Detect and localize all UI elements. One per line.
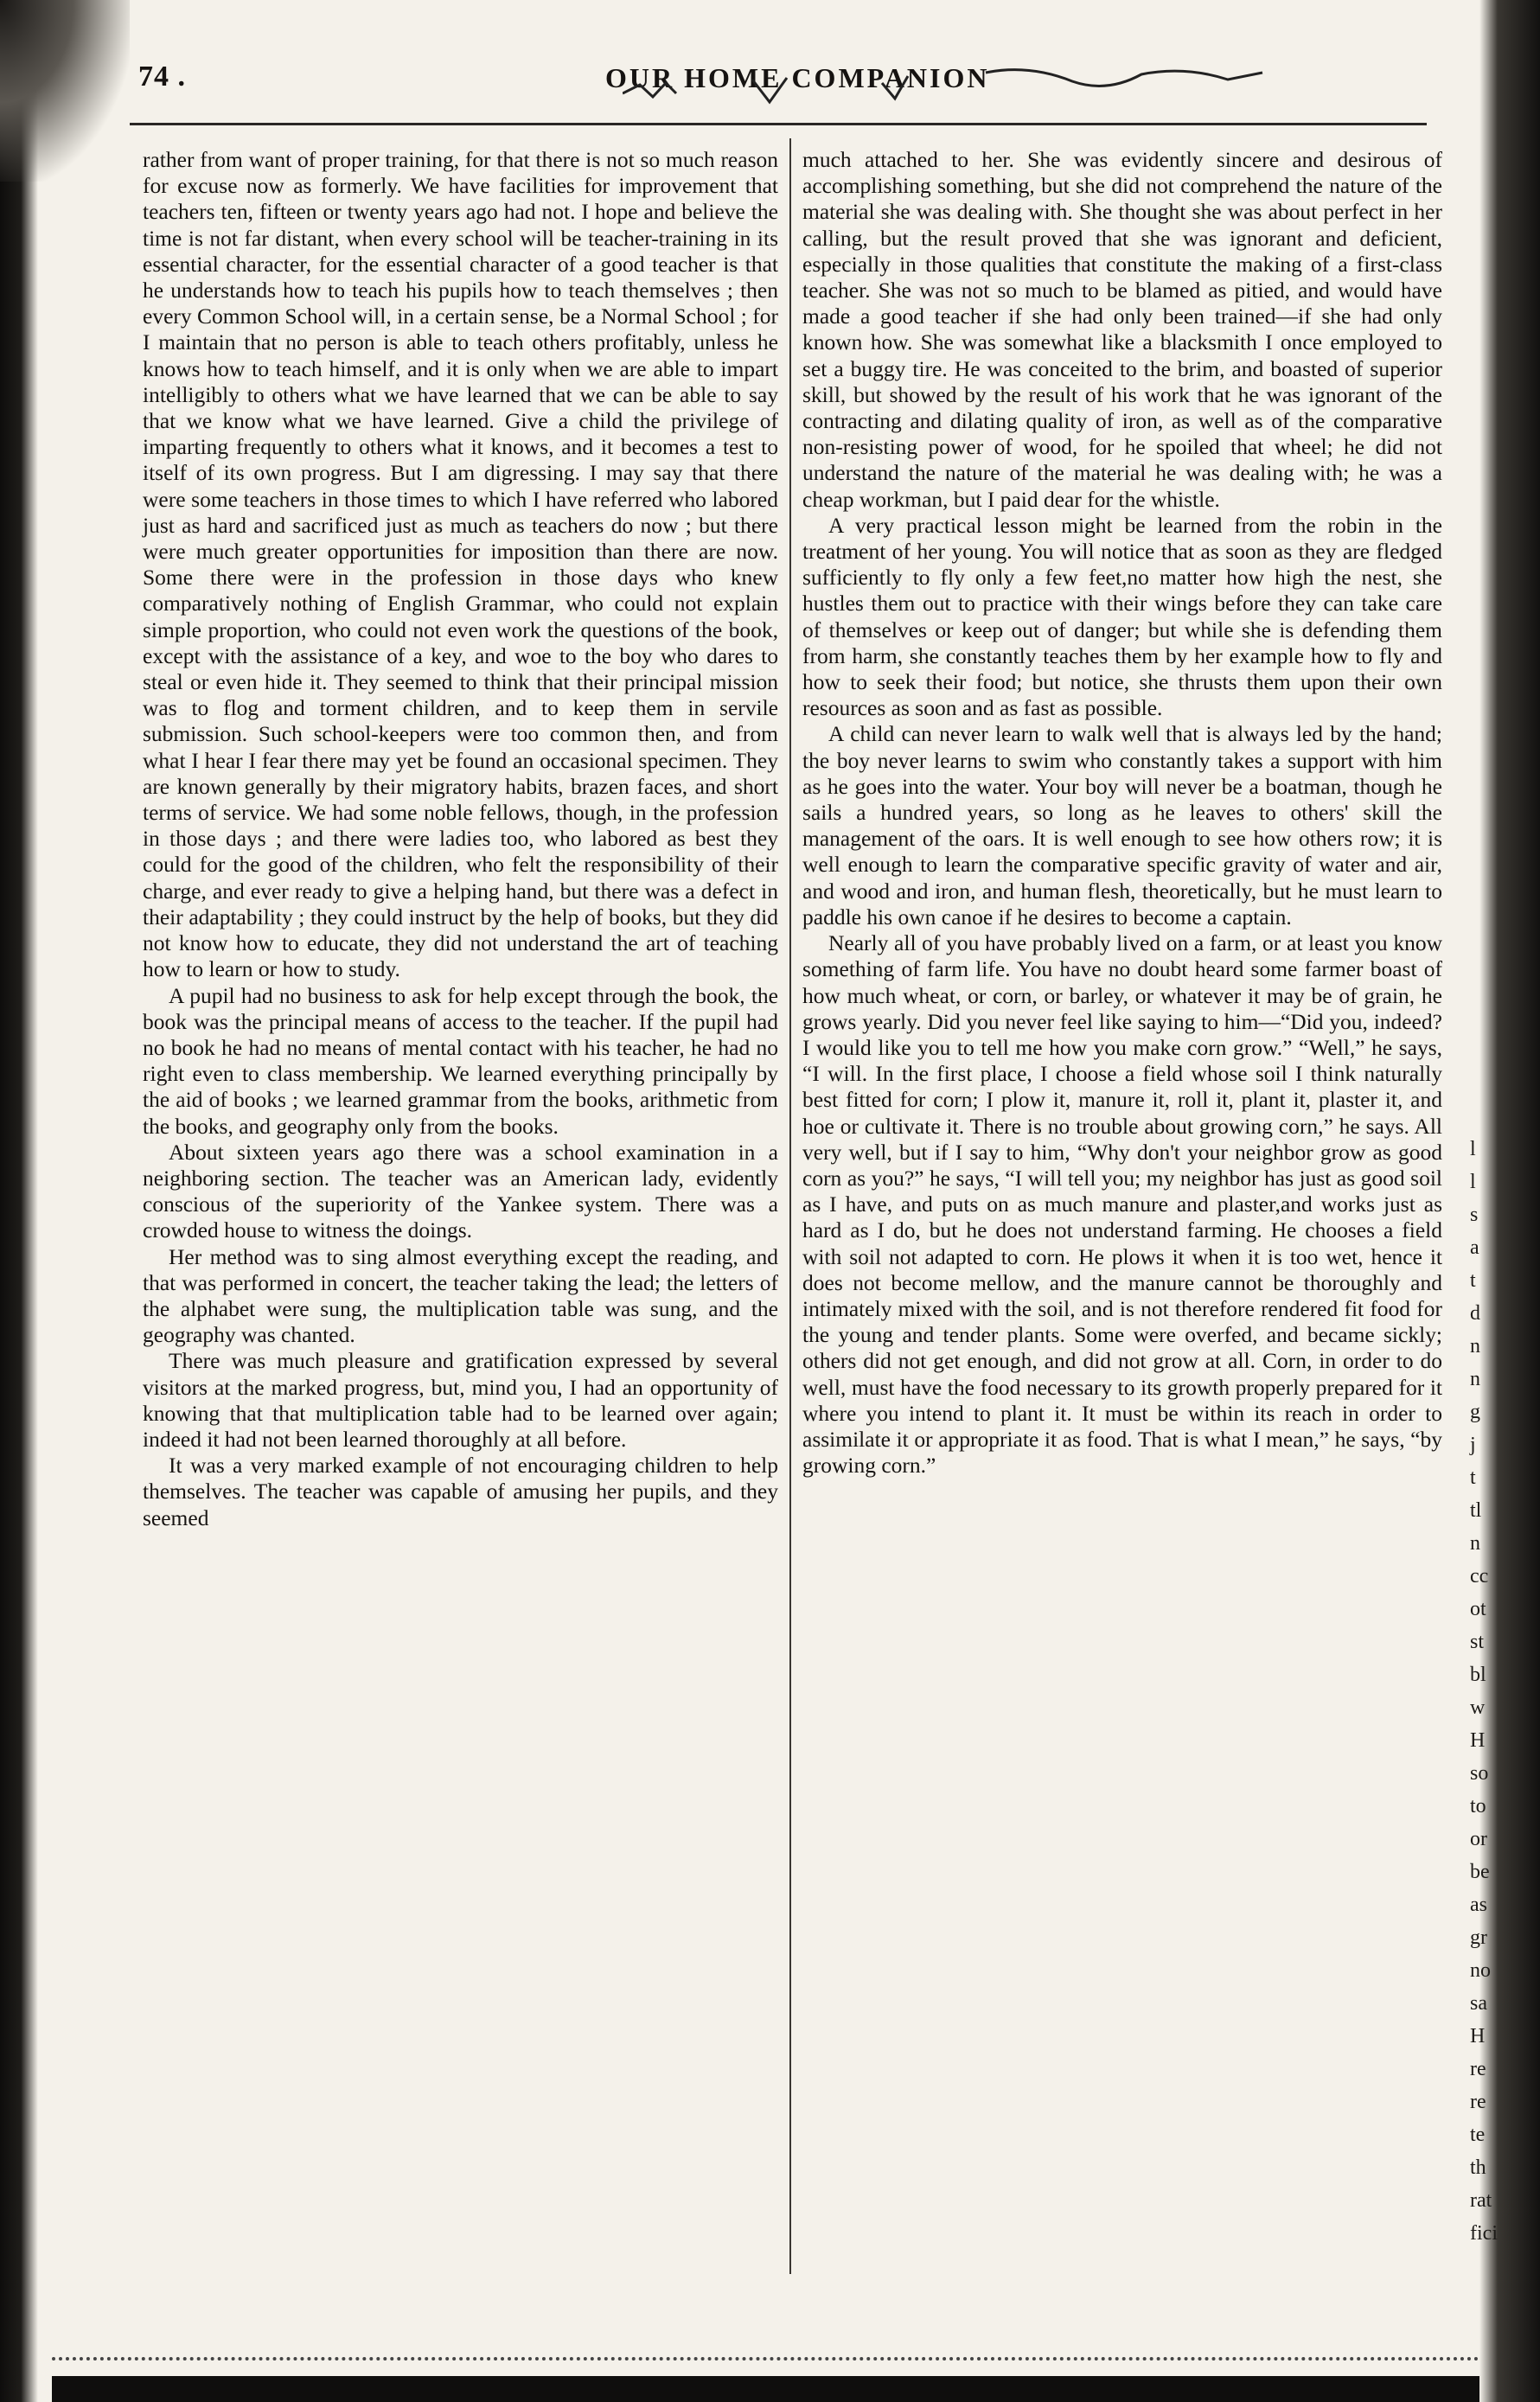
margin-fragment: s xyxy=(1470,1204,1479,1226)
margin-fragment: bl xyxy=(1470,1664,1486,1686)
margin-fragment: as xyxy=(1470,1894,1487,1916)
margin-fragment: l xyxy=(1470,1138,1476,1160)
paragraph: rather from want of proper training, for that there is not so much reason for excuse now as formerly. We have facilities for improvement that teachers ten, fifteen or twenty years ago had not. I hope and believe the time is not far distant, when every school will be teacher-training in its essential character, for the essential character of a good teacher is that he understands how to teach his pupils how to teach themselves ; then every Common School will, in a certain sense, be a Normal School ; for I maintain that no person is able to teach others profitably, unless he knows how to teach himself, and it is only when we are able to impart intelligibly to others what we have learned that we can be able to say that we know what we have learned. Give a child the privilege of imparting frequently to others what it knows, and it becomes a test to itself of its own progress. But I am digressing. I may say that there were some teachers in those times to which I have referred who labored just as hard and sacrificed just as much as teachers do now ; but there were much greater opportunities for imposition than there are now. Some there were in the profession in those days who knew comparatively nothing of English Grammar, who could not explain simple proportion, who could not even work the questions of the book, except with the assistance of a key, and woe to the boy who dares to steal or even hide it. They seemed to think that their principal mission was to flog and torment children, and to keep them in servile submission. Such school-keepers were too common then, and from what I hear I fear there may yet be found an occasional specimen. They are known generally by their migratory habits, brazen faces, and short terms of service. We had some noble fellows, though, in the profession in those days ; and there were ladies too, who labored as best they could for the good of the children, who felt the responsibility of their charge, and ever ready to give a helping hand, but there was a defect in their adaptability ; they could instruct by the help of books, but they did not know how to educate, they did not understand the art of teaching how to learn or how to study. xyxy=(143,147,778,982)
margin-fragment: sa xyxy=(1470,1992,1487,2015)
adjacent-page-fragments xyxy=(1470,1133,1505,2250)
paragraph: A pupil had no business to ask for help except through the book, the book was the principal means of access to the teacher. If the pupil had no book he had no means of mental contact with his teacher, he had no right even to class membership. We learned everything principally by the aid of books ; we learned grammar from the books, arithmetic from the books, and geography only from the books. xyxy=(143,982,778,1139)
margin-fragment: H xyxy=(1470,2025,1486,2047)
paragraph: Her method was to sing almost everything except the reading, and that was performed in concert, the teacher taking the lead; the letters of the alphabet were sung, the multiplication table was sung, and the geography was chanted. xyxy=(143,1243,778,1348)
margin-fragment: n xyxy=(1470,1368,1480,1390)
margin-fragment: n xyxy=(1470,1532,1480,1555)
margin-fragment: n xyxy=(1470,1335,1480,1358)
scan-noise-dots xyxy=(52,2354,1479,2360)
paragraph: It was a very marked example of not encouraging children to help themselves. The teacher was capable of amusing her pupils, and they seemed xyxy=(143,1453,778,1530)
margin-fragment: fici xyxy=(1470,2222,1498,2245)
margin-fragment: to xyxy=(1470,1795,1486,1817)
ink-scribble xyxy=(623,67,1280,109)
margin-fragment: a xyxy=(1470,1236,1479,1259)
margin-fragment: no xyxy=(1470,1959,1491,1982)
page-header xyxy=(138,61,1418,112)
margin-fragment: l xyxy=(1470,1171,1476,1193)
page-number: 74 . xyxy=(138,61,186,93)
header-rule xyxy=(130,123,1427,125)
scan-shadow-corner xyxy=(0,0,130,182)
margin-fragment: tl xyxy=(1470,1499,1482,1522)
scan-shadow-bottom xyxy=(52,2376,1479,2402)
margin-fragment: be xyxy=(1470,1861,1490,1883)
paragraph: much attached to her. She was evidently sincere and desirous of accomplishing something, but she did not comprehend the nature of the material she was dealing with. She thought she was about perfect in her calling, but the result proved that she was ignorant and deficient, especially in those qualities that constitute the making of a first-class teacher. She was not so much to be blamed as pitied, and would have made a good teacher if she had only been trained—if she had only known how. She was somewhat like a blacksmith I once employed to set a buggy tire. He was conceited to the brim, and boasted of superior skill, but showed by the result of his work that he was ignorant of the contracting and dilating quality of iron, as well as of the comparative non-resisting power of wood, for he spoiled that wheel; he did not understand the nature of the material he was dealing with; he was a cheap workman, but I paid dear for the whistle. xyxy=(802,147,1442,512)
margin-fragment: j xyxy=(1470,1434,1476,1456)
margin-fragment: t xyxy=(1470,1466,1476,1489)
margin-fragment: ot xyxy=(1470,1598,1486,1620)
margin-fragment: cc xyxy=(1470,1565,1489,1587)
left-column xyxy=(143,147,778,1531)
margin-fragment: so xyxy=(1470,1762,1489,1785)
paragraph: There was much pleasure and gratification expressed by several visitors at the marked progress, but, mind you, I had an opportunity of knowing that that multiplication table had to be learned over again; indeed it had not been learned thoroughly at all before. xyxy=(143,1348,778,1452)
margin-fragment: th xyxy=(1470,2156,1486,2179)
paragraph: Nearly all of you have probably lived on a farm, or at least you know something of farm life. You have no doubt heard some farmer boast of how much wheat, or corn, or barley, or whatever it may be of grain, he grows yearly. Did you never feel like saying to him—“Did you, indeed? I would like you to tell me how you make corn grow.” “Well,” he says, “I will. In the first place, I choose a field whose soil I think naturally best fitted for corn; I plow it, manure it, roll it, plant it, plaster it, and hoe or cultivate it. There is no trouble about growing corn,” he says. All very well, but if I say to him, “Why don't your neighbor grow as good corn as you?” he says, “I will tell you; my neighbor has just as good soil as I have, and puts on as much manure and plaster,and works just as hard as I do, but he does not understand farming. He chooses a field with soil not adapted to corn. He plows it when it is too wet, hence it does not become mellow, and the manure cannot be thoroughly and intimately mixed with the soil, and is not therefore rendered fit food for the young and tender plants. Some were overfed, and became sickly; others did not get enough, and did not grow at all. Corn, in order to do well, must have the food necessary to its growth properly prepared for it where you intend to plant it. It must be within its reach in order to assimilate it or appropriate it as food. That is what I mean,” he says, “by growing corn.” xyxy=(802,930,1442,1479)
paragraph: A child can never learn to walk well that is always led by the hand; the boy never learns to swim who constantly takes a support with him as he goes into the water. Your boy will never be a boatman, though he sails a hundred years, so long as he leaves to others' skill the management of the oars. It is well enough to see how others row; it is well enough to learn the comparative specific gravity of water and air, and wood and iron, and human flesh, theoretically, but he must learn to paddle his own canoe if he desires to become a captain. xyxy=(802,721,1442,929)
margin-fragment: rat xyxy=(1470,2189,1492,2212)
margin-fragment: w xyxy=(1470,1696,1486,1719)
running-head-title: OUR HOME COMPANION xyxy=(605,62,990,93)
margin-fragment: re xyxy=(1470,2058,1486,2080)
margin-fragment: g xyxy=(1470,1401,1480,1423)
paragraph: A very practical lesson might be learned from the robin in the treatment of her young. You will notice that as soon as they are fledged sufficiently to fly only a few feet,no matter how high the nest, she hustles them out to practice with their wings before they can take care of themselves or keep out of danger; but while she is defending them from harm, she constantly teaches them by her example how to fly and how to seek their food; but notice, she thrusts them upon their own resources as soon and as fast as possible. xyxy=(802,512,1442,721)
margin-fragment: st xyxy=(1470,1631,1485,1653)
margin-fragment: t xyxy=(1470,1269,1476,1292)
paragraph: About sixteen years ago there was a school examination in a neighboring section. The teacher was an American lady, evidently conscious of the superiority of the Yankee system. There was a crowded house to witness the doings. xyxy=(143,1139,778,1243)
margin-fragment: gr xyxy=(1470,1926,1487,1949)
column-divider xyxy=(789,138,791,2274)
margin-fragment: te xyxy=(1470,2124,1486,2146)
margin-fragment: d xyxy=(1470,1302,1480,1325)
margin-fragment: re xyxy=(1470,2091,1486,2113)
right-column xyxy=(802,147,1442,1479)
margin-fragment: H xyxy=(1470,1729,1486,1752)
margin-fragment: or xyxy=(1470,1828,1487,1850)
scan-shadow-left xyxy=(0,0,38,2402)
